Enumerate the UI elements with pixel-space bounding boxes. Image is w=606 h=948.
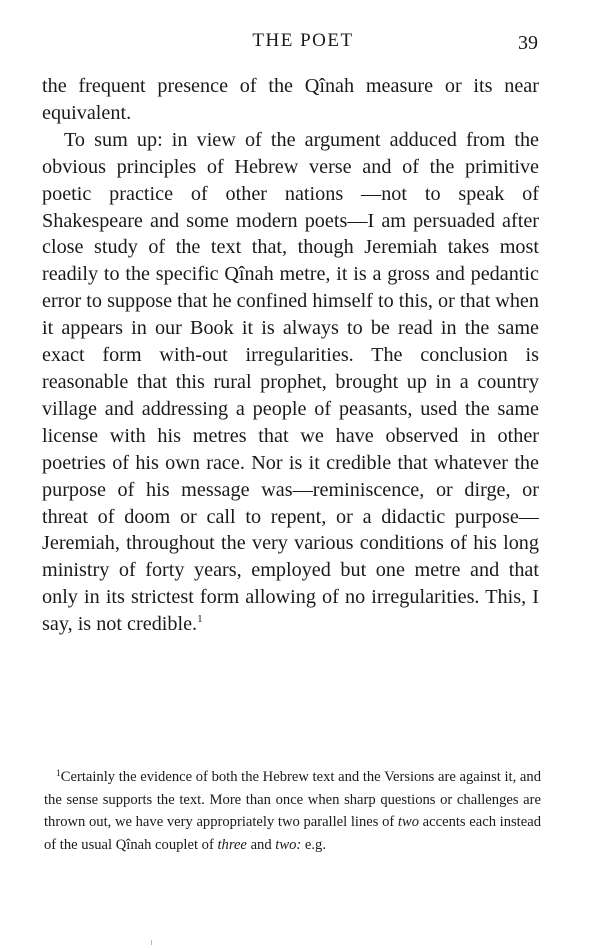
footnote-text-3: and <box>246 836 276 853</box>
footnote-reference: 1 <box>197 613 203 626</box>
running-title: THE POET <box>252 30 354 51</box>
footnote-emphasis-three: three <box>217 836 247 853</box>
scan-speck <box>151 940 152 945</box>
footnote-emphasis-two: two <box>397 814 419 831</box>
running-head <box>0 30 606 60</box>
footnote-text-2: accents each instead of the usual Qînah couplet of <box>44 814 541 853</box>
footnote-emphasis-two-colon: two: <box>275 836 302 853</box>
footnote-marker: 1 <box>56 769 61 779</box>
footnote <box>44 766 541 856</box>
page-number: 39 <box>518 32 538 54</box>
main-text <box>42 73 539 638</box>
footnote-text-4: e.g. <box>301 836 326 853</box>
paragraph-summary <box>42 127 539 638</box>
paragraph-summary-text: To sum up: in view of the argument adduced from the obvious principles of Hebrew verse and of the primitive poetic practice of other nations —not to speak of Shakespeare and some modern poets—I am persuaded after close study of the text that, though Jeremiah takes most readily to the specific Qînah metre, it is a gross and pedantic error to suppose that he confined himself to this, or that when it appears in our Book it is always to be read in the same exact form with-out irregularities. The conclusion is reasonable that this rural prophet, brought up in a country village and addressing a people of peasants, used the same license with his metres that we have observed in other poetries of his own race. Nor is it credible that whatever the purpose of his message was—reminiscence, or dirge, or threat of doom or call to repent, or a didactic purpose—Jeremiah, throughout the very various conditions of his long ministry of forty years, employed but one metre and that only in its strictest form allowing of no irregularities. This, I say, is not credible. <box>42 128 539 636</box>
footnote-text-1: Certainly the evidence of both the Hebrew text and the Versions are against it, and the sense supports the text. More than once when sharp questions or challenges are thrown out, we have very appropriately two parallel lines of <box>44 769 541 831</box>
paragraph-continued: the frequent presence of the Qînah measure or its near equivalent. <box>42 75 539 124</box>
